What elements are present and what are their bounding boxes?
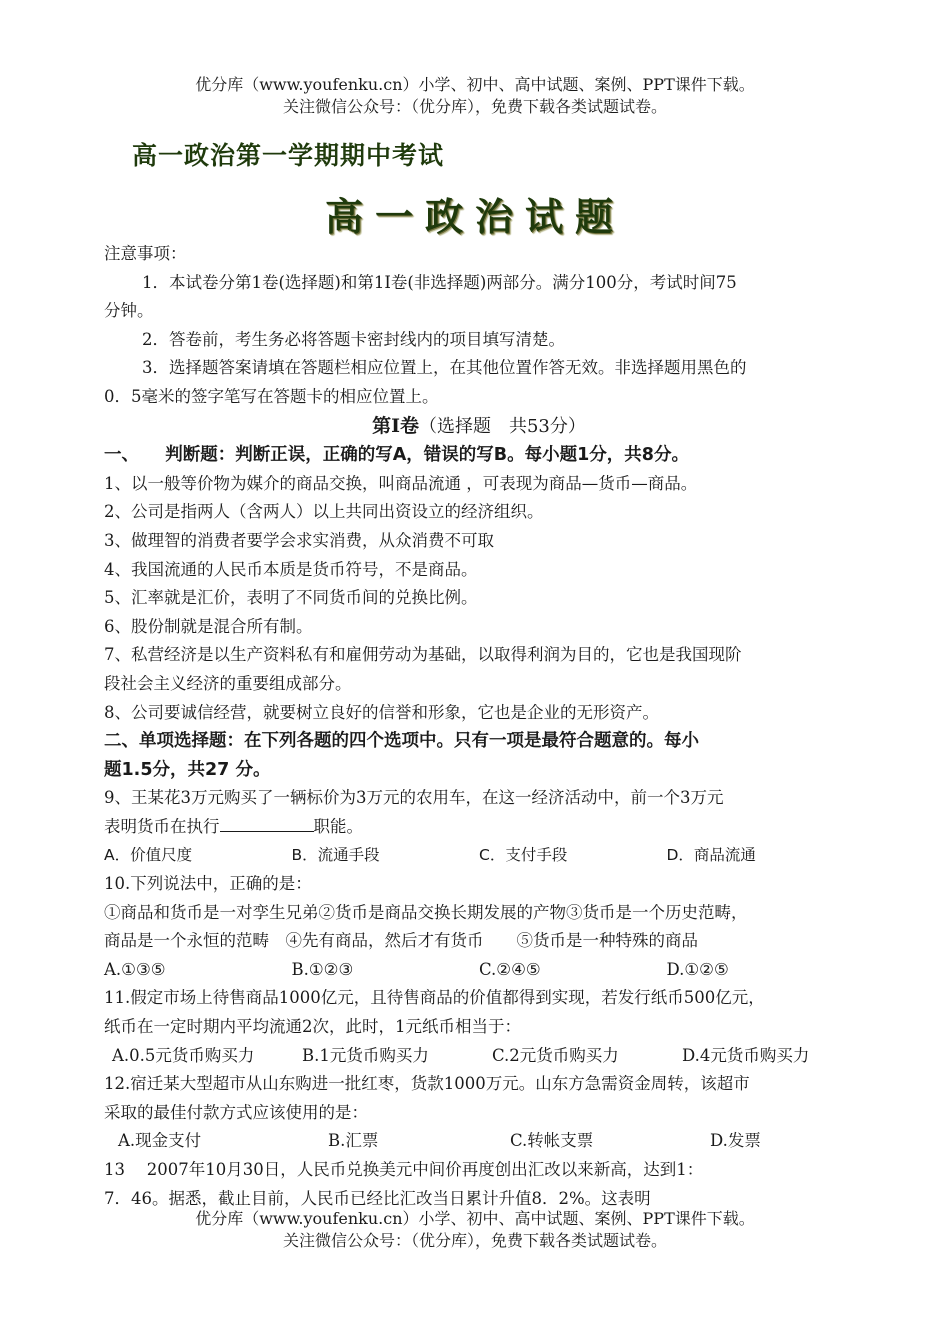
question-12-options (104, 1127, 854, 1156)
question-11-line-1: 11.假定市场上待售商品1000亿元，且待售商品的价值都得到实现，若发行纸币500亿元， (104, 988, 765, 1008)
question-10-options (104, 956, 854, 985)
notice-item-3-cont: 0．5毫米的签字笔写在答题卡的相应位置上。 (104, 386, 439, 406)
option-a: A.现金支付 (118, 1131, 202, 1151)
option-d: D．商品流通 (666, 846, 756, 865)
judgment-item: 2、公司是指两人（含两人）以上共同出资设立的经济组织。 (104, 502, 544, 522)
notice-heading: 注意事项： (104, 244, 187, 263)
question-9-line-1: 9、王某花3万元购买了一辆标价为3万元的农用车，在这一经济活动中，前一个3万元 (104, 788, 724, 808)
option-d: D.4元货币购买力 (682, 1045, 810, 1065)
page-header (0, 74, 950, 118)
option-b: B.汇票 (328, 1131, 379, 1151)
section-1-subtitle: （选择题 共53分） (418, 415, 586, 437)
question-13-line-1: 13 2007年10月30日，人民币兑换美元中间价再度创出汇改以来新高，达到1： (104, 1160, 704, 1179)
judgment-item: 6、股份制就是混合所有制。 (104, 616, 313, 636)
option-d: D.发票 (710, 1131, 761, 1151)
question-9-line-2 (104, 813, 854, 842)
option-d: D.①②⑤ (666, 959, 729, 979)
judgment-item: 1、以一般等价物为媒介的商品交换，叫商品流通 ，可表现为商品—货币—商品。 (104, 473, 698, 493)
question-9-stem: 表明货币在执行 (104, 816, 220, 836)
part-1-heading: 一、 判断题：判断正误，正确的写A，错误的写B。每小题1分，共8分。 (104, 445, 689, 466)
question-10-line-2: ①商品和货币是一对孪生兄弟②货币是商品交换长期发展的产物③货币是一个历史范畴， (104, 902, 748, 922)
exam-title: 高一政治第一学期期中考试 (132, 141, 445, 170)
question-9-stem-end: 职能。 (313, 816, 363, 836)
option-a: A.①③⑤ (104, 959, 166, 979)
main-title: 高一政治试题 (324, 195, 625, 239)
judgment-item: 5、汇率就是汇价，表明了不同货币间的兑换比例。 (104, 588, 478, 608)
question-11-options (104, 1042, 854, 1071)
option-b: B.①②③ (291, 959, 354, 979)
notice-item-3: 3．选择题答案请填在答题栏相应位置上，在其他位置作答无效。非选择题用黑色的 (142, 358, 747, 378)
option-a: A.0.5元货币购买力 (112, 1045, 255, 1065)
judgment-item: 3、做理智的消费者要学会求实消费，从众消费不可取 (104, 530, 494, 550)
judgment-item: 8、公司要诚信经营，就要树立良好的信誉和形象，它也是企业的无形资产。 (104, 702, 659, 722)
question-10-line-3: 商品是一个永恒的范畴 ④先有商品，然后才有货币 ⑤货币是一种特殊的商品 (104, 931, 698, 951)
footer-line-2: 关注微信公众号：（优分库），免费下载各类试题试卷。 (282, 1231, 667, 1250)
option-a: A．价值尺度 (104, 846, 193, 865)
question-10-line-1: 10.下列说法中，正确的是： (104, 874, 312, 894)
header-line-2: 关注微信公众号：（优分库），免费下载各类试题试卷。 (282, 97, 667, 116)
option-b: B．流通手段 (291, 846, 380, 865)
footer-line-1: 优分库（www.youfenku.cn）小学、初中、高中试题、案例、PPT课件下载。 (195, 1209, 755, 1228)
question-12-line-2: 采取的最佳付款方式应该使用的是： (104, 1102, 368, 1122)
section-1-title (104, 412, 854, 442)
option-b: B.1元货币购买力 (302, 1045, 429, 1065)
page-footer (0, 1208, 950, 1252)
answer-blank (220, 813, 314, 832)
option-c: C．支付手段 (479, 846, 568, 865)
judgment-item: 段社会主义经济的重要组成部分。 (104, 673, 352, 693)
part-2-heading-cont: 题1.5分，共27 分。 (104, 759, 271, 780)
question-13-line-2: 7．46。据悉，截止目前，人民币已经比汇改当日累计升值8．2%。这表明 (104, 1188, 651, 1208)
option-c: C.2元货币购买力 (492, 1045, 619, 1065)
notice-item-1: 1．本试卷分第1卷(选择题)和第1I卷(非选择题)两部分。满分100分，考试时间75 (142, 272, 737, 292)
section-1-label: 第Ⅰ卷 (372, 414, 419, 437)
notice-item-1-cont: 分钟。 (104, 301, 154, 321)
judgment-item: 4、我国流通的人民币本质是货币符号，不是商品。 (104, 559, 478, 579)
header-line-1: 优分库（www.youfenku.cn）小学、初中、高中试题、案例、PPT课件下载。 (195, 75, 755, 94)
option-c: C.②④⑤ (479, 959, 541, 979)
question-9-options (104, 841, 854, 870)
notice-item-2: 2．答卷前，考生务必将答题卡密封线内的项目填写清楚。 (142, 329, 565, 349)
option-c: C.转帐支票 (510, 1131, 594, 1151)
judgment-item: 7、私营经济是以生产资料私有和雇佣劳动为基础，以取得利润为目的，它也是我国现阶 (104, 645, 742, 665)
part-2-heading: 二、单项选择题：在下列各题的四个选项中。只有一项是最符合题意的。每小 (104, 731, 699, 752)
question-11-line-2: 纸币在一定时期内平均流通2次，此时，1元纸币相当于： (104, 1017, 521, 1037)
exam-body (104, 240, 854, 1213)
question-12-line-1: 12.宿迁某大型超市从山东购进一批红枣，货款1000万元。山东方急需资金周转，该超市 (104, 1074, 750, 1094)
